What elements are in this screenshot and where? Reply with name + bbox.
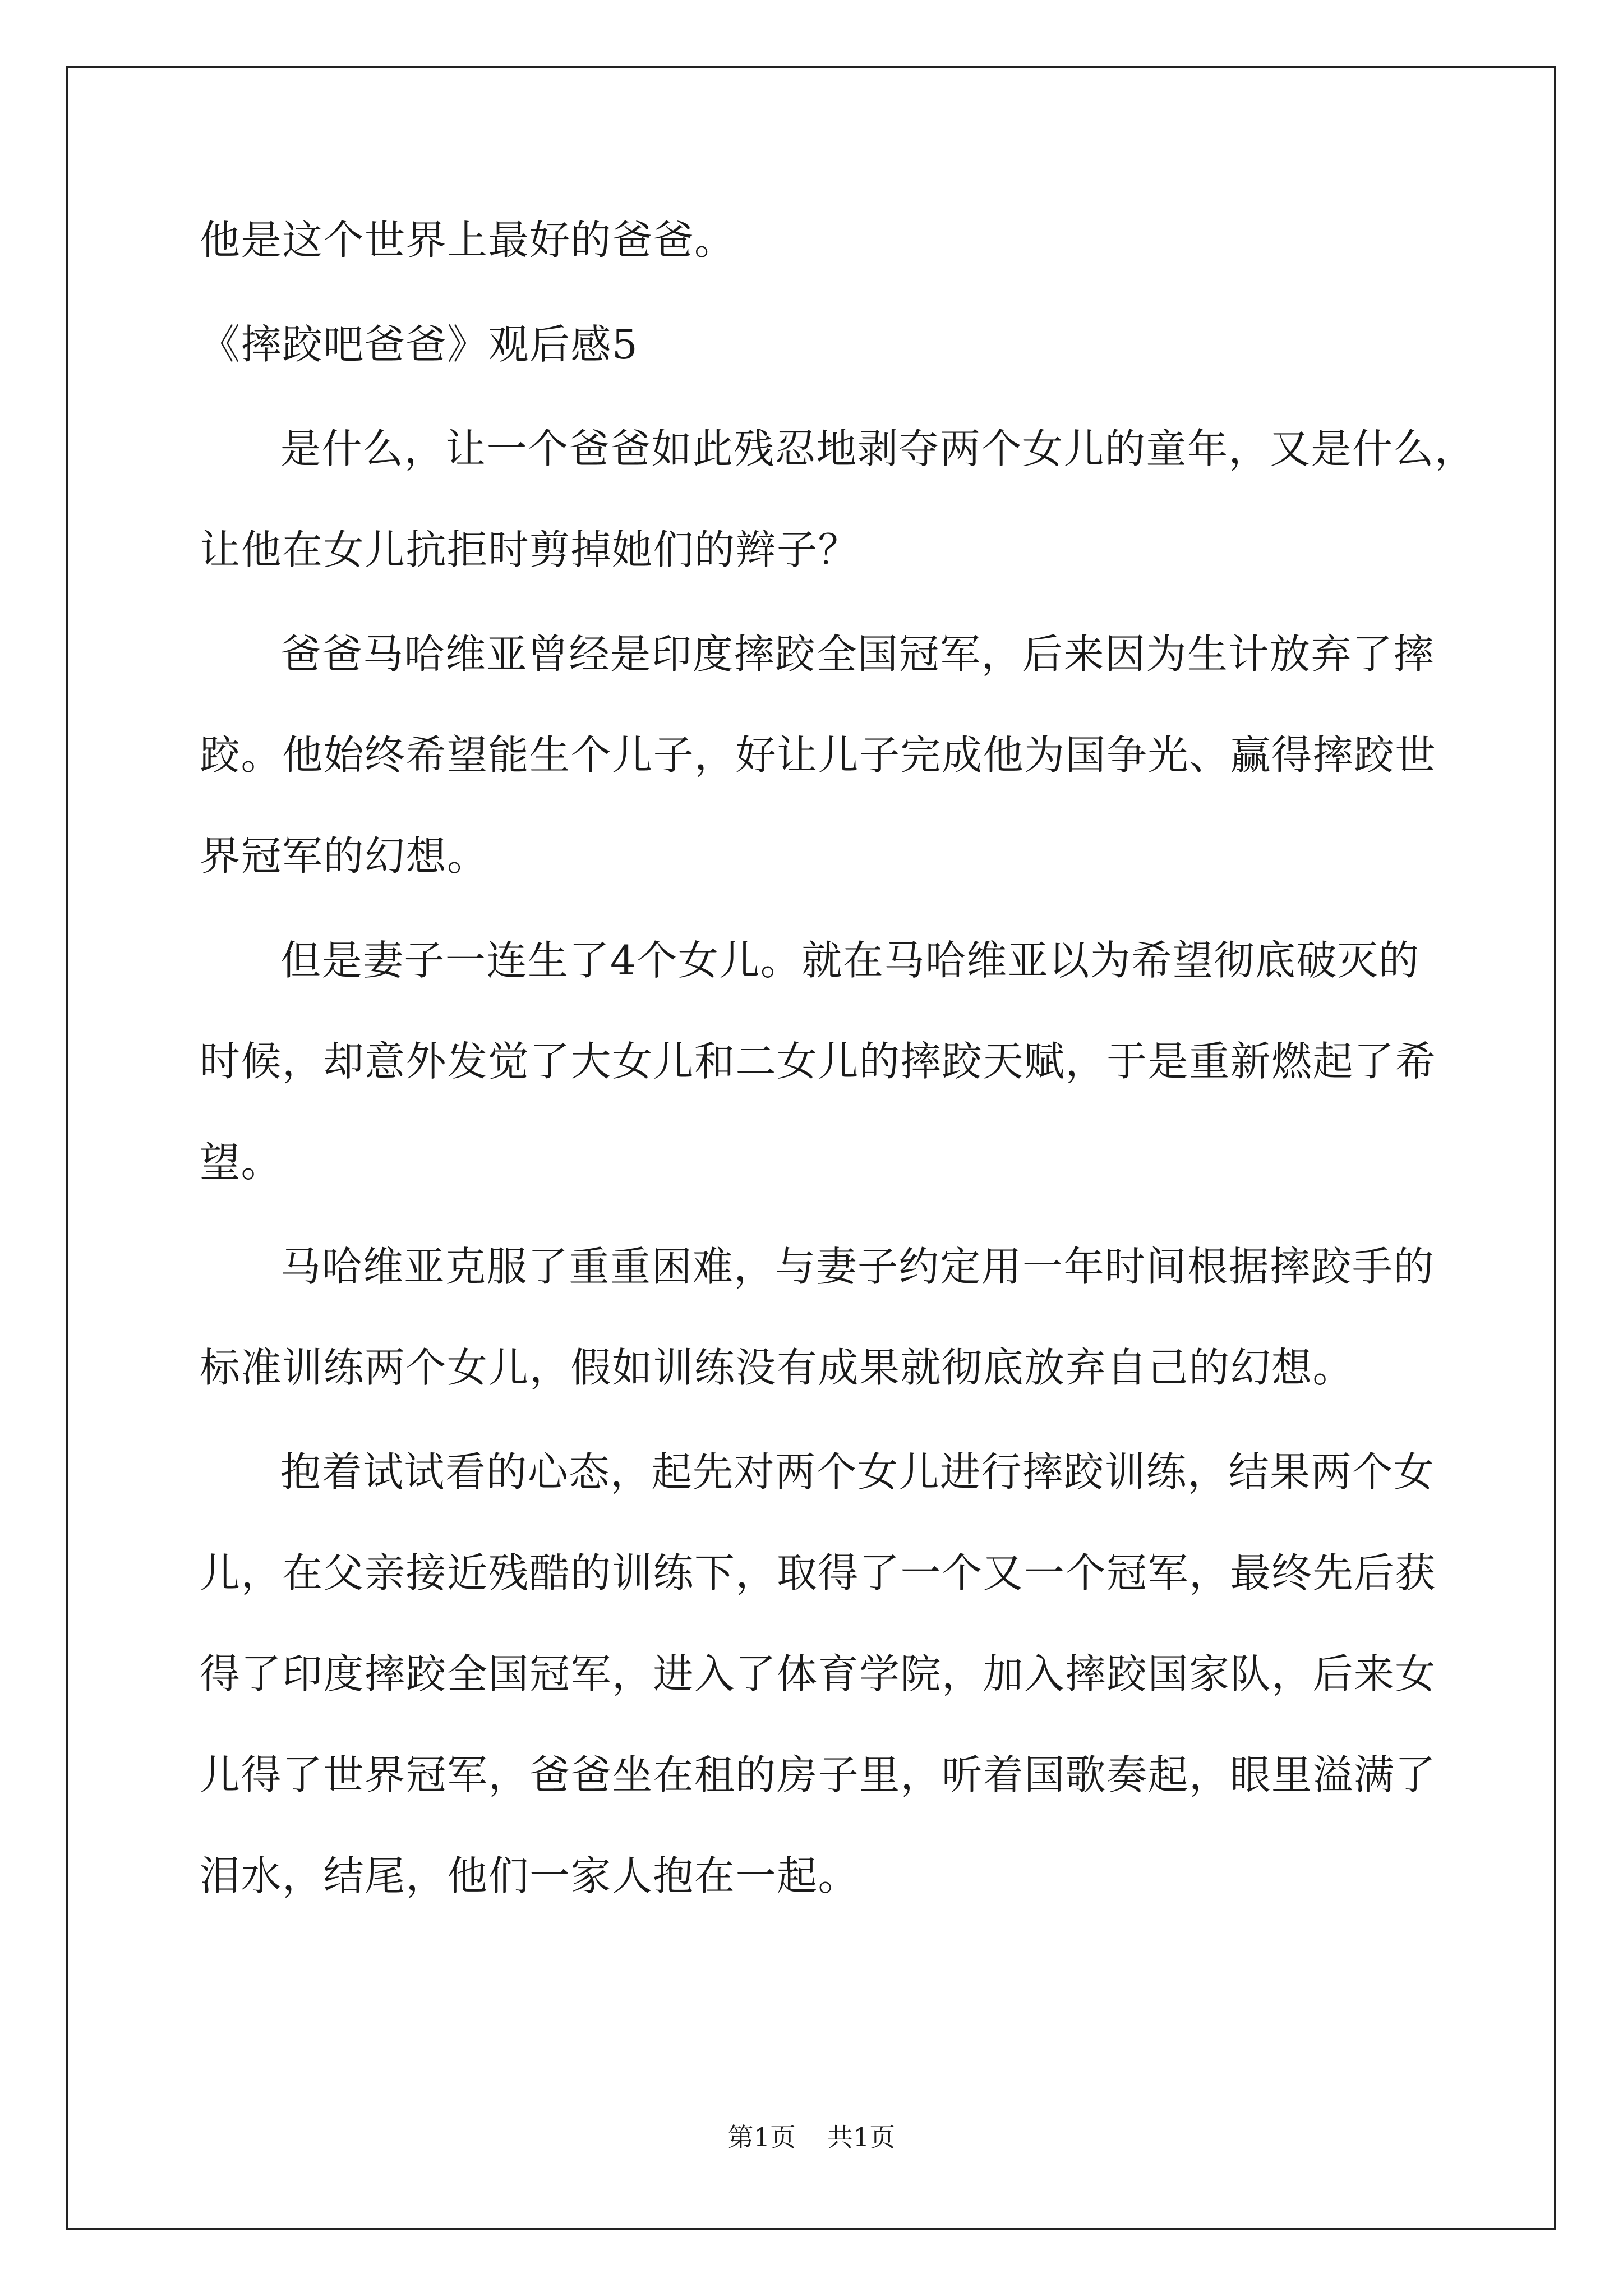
text-line: 抱着试试看的心态，起先对两个女儿进行摔跤训练，结果两个女 <box>280 1448 1435 1496</box>
page-number: 第1页 <box>727 2122 796 2152</box>
text-line: 标准训练两个女儿，假如训练没有成果就彻底放弃自己的幻想。 <box>200 1344 1354 1391</box>
text-line: 跤。他始终希望能生个儿子，好让儿子完成他为国争光、赢得摔跤世 <box>200 731 1437 779</box>
text-line: 让他在女儿抗拒时剪掉她们的辫子？ <box>200 526 860 573</box>
text-line: 是什么，让一个爸爸如此残忍地剥夺两个女儿的童年，又是什么， <box>280 425 1476 472</box>
text-line: 爸爸马哈维亚曾经是印度摔跤全国冠军，后来因为生计放弃了摔 <box>280 631 1435 678</box>
page-footer <box>0 2120 1623 2154</box>
page-border <box>66 66 1556 2230</box>
text-line: 得了印度摔跤全国冠军，进入了体育学院，加入摔跤国家队，后来女 <box>200 1650 1437 1697</box>
text-line: 泪水，结尾，他们一家人抱在一起。 <box>200 1852 860 1899</box>
text-line: 时候，却意外发觉了大女儿和二女儿的摔跤天赋，于是重新燃起了希 <box>200 1038 1437 1085</box>
text-line: 儿，在父亲接近残酷的训练下，取得了一个又一个冠军，最终先后获 <box>200 1549 1437 1596</box>
text-line: 儿得了世界冠军，爸爸坐在租的房子里，听着国歌奏起，眼里溢满了 <box>200 1751 1437 1798</box>
text-line: 他是这个世界上最好的爸爸。 <box>200 217 736 264</box>
text-line: 界冠军的幻想。 <box>200 832 488 880</box>
section-heading: 《摔跤吧爸爸》观后感5 <box>200 321 639 368</box>
text-line: 马哈维亚克服了重重困难，与妻子约定用一年时间根据摔跤手的 <box>280 1243 1435 1290</box>
page-total: 共1页 <box>827 2122 896 2152</box>
text-line: 但是妻子一连生了4个女儿。就在马哈维亚以为希望彻底破灭的 <box>280 937 1420 984</box>
text-line: 望。 <box>200 1139 283 1186</box>
